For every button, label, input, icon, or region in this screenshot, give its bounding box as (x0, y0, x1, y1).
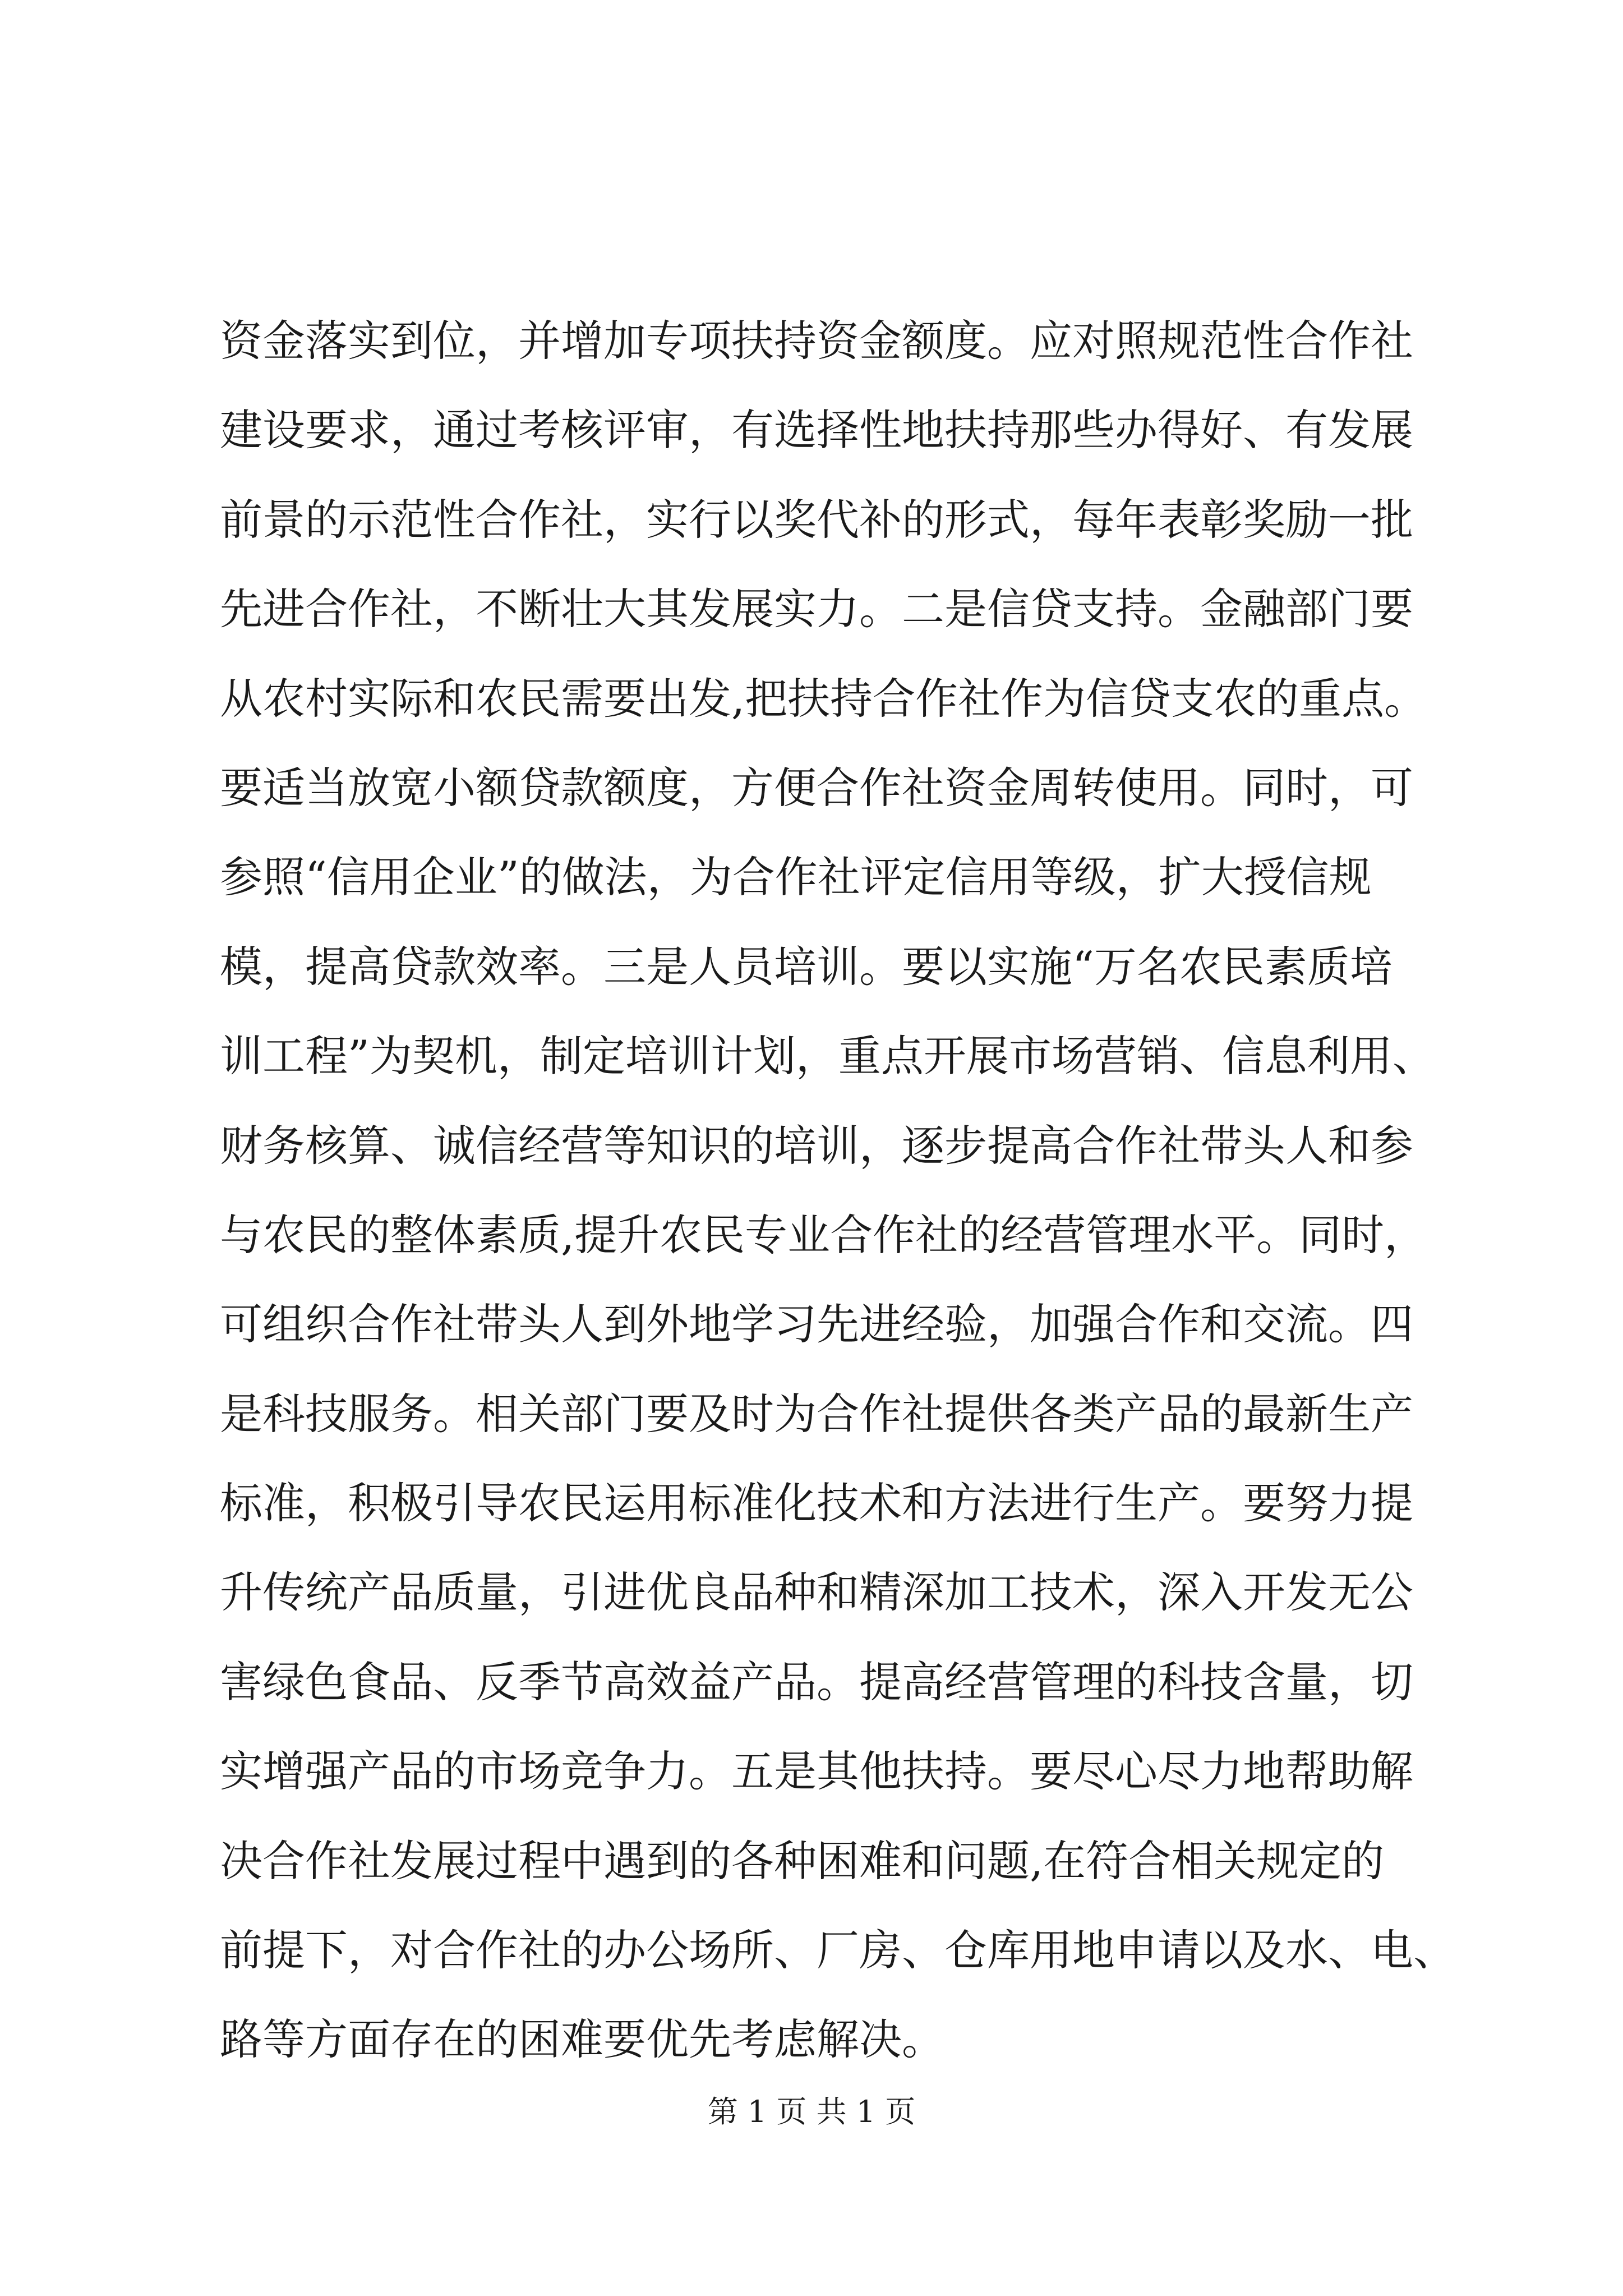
text-line: 是科技服务。相关部门要及时为合作社提供各类产品的最新生产 (220, 1388, 1413, 1439)
text-line: 训工程”为契机，制定培训计划，重点开展市场营销、信息利用、 (220, 1031, 1435, 1082)
page-number-footer: 第 1 页 共 1 页 (707, 2094, 916, 2129)
text-line: 资金落实到位，并增加专项扶持资金额度。应对照规范性合作社 (220, 316, 1413, 366)
text-line: 升传统产品质量，引进优良品种和精深加工技术，深入开发无公 (220, 1567, 1413, 1618)
text-line: 决合作社发展过程中遇到的各种困难和问题,在符合相关规定的 (220, 1835, 1385, 1886)
text-line: 从农村实际和农民需要出发,把扶持合作社作为信贷支农的重点。 (220, 673, 1427, 724)
text-line: 与农民的整体素质,提升农民专业合作社的经营管理水平。同时， (220, 1209, 1427, 1260)
text-line: 参照“信用企业”的做法，为合作社评定信用等级，扩大授信规 (220, 852, 1372, 903)
text-line: 害绿色食品、反季节高效益产品。提高经营管理的科技含量，切 (220, 1657, 1413, 1707)
text-line: 路等方面存在的困难要优先考虑解决。 (220, 2014, 944, 2065)
text-line: 要适当放宽小额贷款额度，方便合作社资金周转使用。同时，可 (220, 762, 1413, 813)
text-line: 可组织合作社带头人到外地学习先进经验，加强合作和交流。四 (220, 1299, 1413, 1350)
text-line: 实增强产品的市场竞争力。五是其他扶持。要尽心尽力地帮助解 (220, 1746, 1413, 1797)
text-line: 建设要求，通过考核评审，有选择性地扶持那些办得好、有发展 (220, 405, 1413, 455)
text-line: 模，提高贷款效率。三是人员培训。要以实施“万名农民素质培 (220, 941, 1393, 992)
body-paragraph (220, 296, 1456, 2085)
text-line: 前提下，对合作社的办公场所、厂房、仓库用地申请以及水、电、 (220, 1925, 1456, 1976)
text-line: 标准，积极引导农民运用标准化技术和方法进行生产。要努力提 (220, 1478, 1413, 1529)
text-line: 财务核算、诚信经营等知识的培训，逐步提高合作社带头人和参 (220, 1120, 1413, 1171)
text-line: 先进合作社，不断壮大其发展实力。二是信贷支持。金融部门要 (220, 584, 1413, 634)
text-line: 前景的示范性合作社，实行以奖代补的形式，每年表彰奖励一批 (220, 494, 1413, 545)
